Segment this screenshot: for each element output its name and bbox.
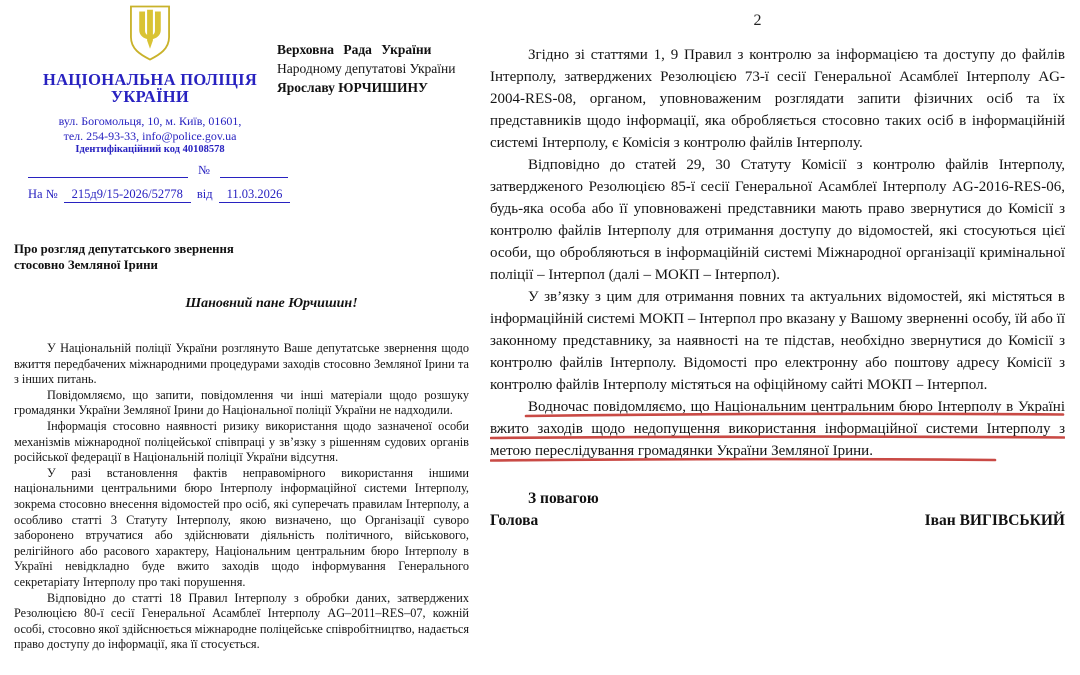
letterhead	[24, 2, 276, 155]
signer-title: Голова	[490, 512, 539, 529]
org-id-code: Ідентифікаційний код 40108578	[75, 144, 225, 155]
org-name-line2: УКРАЇНИ	[110, 87, 190, 106]
outgoing-date-blank	[28, 164, 188, 178]
paragraph: Відповідно до статті 18 Правил Інтерполу з обробки даних, затверджених Резолюцією 80-ї сесії Генеральної Асамблеї Інтерполу AG–2011–RES–07, кожній особі, стосовно якої здійснюється міжнародне поліцейське співробітництво, надається право доступу до інформації, яка її стосується.	[14, 590, 469, 652]
signer-name: Іван ВИГІВСЬКИЙ	[924, 512, 1065, 529]
reply-reference-line	[28, 187, 296, 203]
page-1-body	[14, 341, 469, 653]
page-1	[14, 0, 469, 675]
closing-block	[490, 488, 1065, 532]
page-2	[490, 0, 1065, 675]
paragraph: У зв’язку з цим для отримання повних та актуальних відомостей, які містяться в інформаційній системі МОКП – Інтерпол про вказану у Вашому зверненні особу, їй або її законному представнику, за наявності на те підстав, необхідно звернутися до Комісії з контролю файлів Інтерполу. Відомості про електронну або поштову адресу Комісії з контролю файлів Інтерполу містяться на офіційному сайті МОКП – Інтерпол.	[490, 289, 1065, 393]
recipient-block	[277, 40, 465, 97]
recipient-line3: Ярославу ЮРЧИШИНУ	[277, 80, 428, 95]
paragraph: Інформація стосовно наявності ризику використання щодо зазначеної особи механізмів міжнародної поліцейської співпраці у зв’язку з рішенням судових органів російської федерації в Національній поліції України відсутня.	[14, 418, 469, 465]
recipient-line1: Верховна Рада України	[277, 42, 432, 57]
reply-number: 215д9/15-2026/52778	[64, 187, 191, 203]
org-address-line2: тел. 254-93-33, info@police.gov.ua	[63, 128, 237, 143]
recipient-line2: Народному депутатові України	[277, 61, 456, 76]
underlined-paragraph	[490, 396, 1065, 462]
page-2-body	[490, 44, 1065, 532]
outgoing-number-line	[28, 163, 288, 178]
greeting: Шановний пане Юрчишин!	[185, 296, 358, 311]
closing-salutation: З повагою	[528, 490, 599, 507]
reply-label: На №	[28, 187, 58, 201]
org-name-line1: НАЦІОНАЛЬНА ПОЛІЦІЯ	[42, 70, 258, 89]
paragraph: Повідомляємо, що запити, повідомлення чи інші матеріали щодо розшуку громадянки України Земляної Ірини до Національної поліції України не надходили.	[14, 387, 469, 418]
page-number: 2	[753, 12, 762, 29]
subject-block	[14, 241, 234, 273]
reply-date-label: від	[196, 187, 213, 201]
org-address	[24, 114, 276, 143]
subject-line1: Про розгляд депутатського звернення	[14, 242, 234, 256]
subject-line2: стосовно Земляної Ірини	[14, 258, 158, 272]
number-sign: №	[198, 163, 210, 177]
underlined-paragraph-wrap	[490, 396, 1065, 462]
paragraph: У разі встановлення фактів неправомірного використання іншими національними центральними бюро Інтерполу інформаційної системи Інтерполу, зокрема стосовно внесення відомостей про осіб, які суперечать правилам Інтерполу, а особливо статті 3 Статуту Інтерполу, якою визначено, що Організації суворо заборонено втручатися або здійснювати діяльність політичного, військового, релігійного або расового характеру, Національним центральним бюро Інтерполу в Україні невідкладно буде вжито заходів щодо інформування Генерального секретаріату Інтерполу про такі порушення.	[14, 465, 469, 589]
outgoing-number-blank	[220, 164, 288, 178]
paragraph: Відповідно до статей 29, 30 Статуту Комісії з контролю файлів Інтерполу, затвердженого Резолюцією 85-ї сесії Генеральної Асамблеї Інтерполу AG-2016-RES-06, будь-яка особа або її уповноважені представники мають право звернутися до Комісії з контролю файлів Інтерполу для отримання доступу до відомостей, які стосуються цієї особи, що обробляються в інформаційній системі Міжнародної організації кримінальної поліції – Інтерпол (далі – МОКП – Інтерпол).	[490, 157, 1065, 283]
paragraph: У Національній поліції України розглянуто Ваше депутатське звернення щодо вжиття передбачених міжнародними процедурами заходів стосовно Земляної Ірини та з інших питань.	[14, 341, 469, 387]
org-name	[24, 71, 276, 105]
paragraph: Згідно зі статтями 1, 9 Правил з контролю за інформацією та доступу до файлів Інтерполу, затверджених Резолюцією 73-ї сесії Генеральної Асамблеї Інтерполу AG-2004-RES-08, органом, уповноваженим розглядати запити фізичних осіб та їх представників щодо інформації, яка обробляється стосовно таких осіб в інформаційній системі Інтерполу, є Комісія з контролю файлів Інтерполу.	[490, 47, 1065, 151]
reply-date: 11.03.2026	[219, 187, 291, 203]
underlined-paragraph-text: Водночас повідомляємо, що Національним центральним бюро Інтерполу в Україні вжито заходів щодо недопущення використання інформаційної системи Інтерполу з метою переслідування громадянки України Земляної Ірини.	[490, 399, 1065, 459]
ukraine-trident-shield-icon	[126, 4, 174, 67]
org-address-line1: вул. Богомольця, 10, м. Київ, 01601,	[58, 114, 242, 128]
